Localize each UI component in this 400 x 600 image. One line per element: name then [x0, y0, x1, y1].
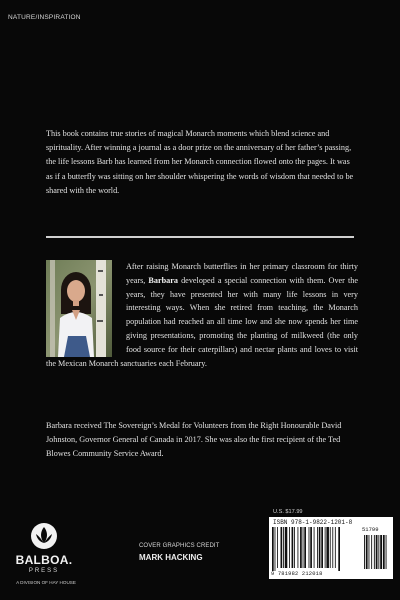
isbn-text: ISBN 978-1-9822-1201-8 [273, 519, 353, 526]
barcode [269, 517, 393, 579]
publisher-imprint: PRESS [28, 568, 60, 574]
bio-intro: After raising Monarch butterflies in her primary classroom for thirty years, [126, 262, 358, 285]
price-label: U.S. $17.99 [273, 509, 303, 515]
cover-credit-label: COVER GRAPHICS CREDIT [139, 543, 220, 549]
publisher-name: BALBOA. [15, 553, 73, 567]
author-bio [46, 260, 358, 370]
addon-number: 51799 [362, 526, 379, 533]
lotus-icon [30, 522, 58, 550]
author-name: Barbara [148, 275, 178, 285]
bio-continuation: developed a special connection with them. Over the years, they have presented her with many life lessons in very interesting ways. When she retired from teaching, the Monarch population had reached an all time low and she now spends her time giving presentations, promoting the planting of milkweed (the only food source for their caterpillars) and nectar plants and loves to visit the Mexican Monarch sanctuaries each February. [46, 275, 358, 368]
ean-digits: 9 781982 212018 [271, 571, 323, 577]
divider-line [46, 236, 354, 238]
bio-paragraph-2: Barbara received The Sovereign’s Medal for Volunteers from the Right Honourable David Johnston, Governor General of Canada in 2017. She was also the first recipient of the Ted Blowes Community Service Award. [46, 421, 342, 458]
book-blurb: This book contains true stories of magical Monarch moments which blend science and spirituality. After winning a journal as a door prize on the anniversary of her father’s passing, the life lessons Barb has learned from her Monarch connection flowed onto the pages. It was as if a butterfly was sitting on her shoulder whispering the words of wisdom that needed to be shared with the world. [46, 129, 354, 195]
cover-credit-name: MARK HACKING [139, 553, 203, 562]
barcode-bars [272, 527, 390, 571]
genre-label: NATURE/INSPIRATION [8, 14, 81, 21]
publisher-division: A DIVISION OF HAY HOUSE [16, 580, 76, 585]
